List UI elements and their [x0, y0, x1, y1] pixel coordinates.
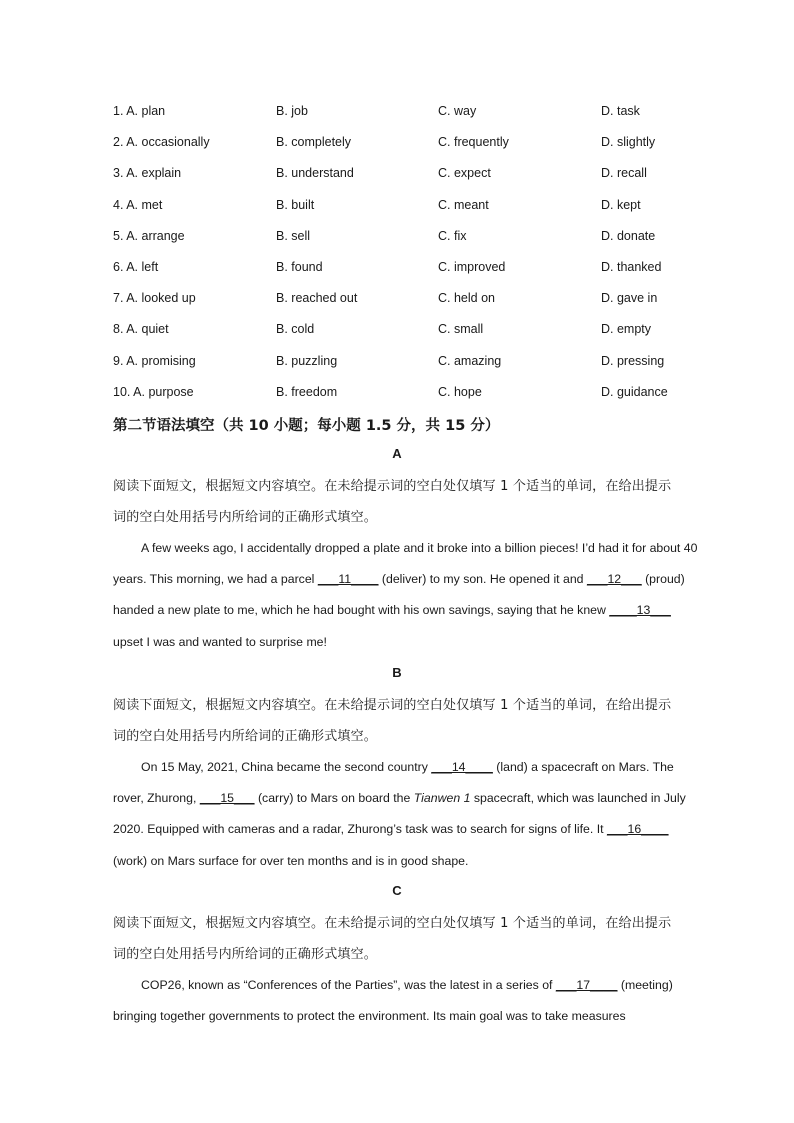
option-b: B. reached out: [276, 291, 358, 306]
passage-text: spacecraft, which was launched in July 2020. Equipped with cameras and a radar, Zhurong’s task was to search for signs of life. It: [113, 791, 686, 837]
option-d: D. guidance: [601, 384, 668, 399]
option-a: 5. A. arrange: [113, 228, 185, 243]
part-a-instructions: [113, 471, 703, 533]
instruction-line: 词的空白处用括号内所给词的正确形式填空。: [113, 510, 378, 525]
option-b: B. built: [276, 197, 315, 212]
option-b: B. completely: [276, 135, 352, 150]
passage-text: On 15 May, 2021, China became the second country: [141, 760, 432, 774]
option-d: D. pressing: [601, 353, 665, 368]
option-row: [113, 227, 713, 258]
option-a: 2. A. occasionally: [113, 135, 210, 150]
option-c: C. fix: [438, 228, 467, 243]
option-row: [113, 102, 713, 133]
blank-12: ___12___: [586, 572, 642, 587]
blank-14: ___14____: [431, 760, 493, 774]
option-d: D. gave in: [601, 291, 658, 306]
option-c: C. hope: [438, 384, 482, 399]
option-row: [113, 352, 713, 383]
option-row: [113, 289, 713, 320]
option-d: D. donate: [601, 228, 656, 243]
option-row: [113, 383, 713, 414]
option-row: [113, 258, 713, 289]
option-a: 1. A. plan: [113, 104, 166, 118]
option-a: 9. A. promising: [113, 353, 196, 368]
option-a: 3. A. explain: [113, 166, 182, 181]
section-title: 第二节语法填空（共 10 小题；每小题 1.5 分，共 15 分）: [113, 418, 500, 434]
option-row: [113, 133, 713, 164]
part-c-instructions: [113, 908, 703, 970]
cloze-options: [113, 102, 713, 414]
option-b: B. understand: [276, 166, 354, 181]
passage-text: (carry) to Mars on board the: [254, 791, 414, 806]
blank-13: ____13___: [609, 603, 671, 618]
part-c-passage: [113, 970, 703, 1032]
part-a-heading: A: [392, 446, 402, 461]
passage-text: A few weeks ago, I accidentally dropped a plate and it broke into a billion pieces! I’d had it for about 40 years. This morning, we had a parcel: [113, 541, 698, 587]
option-d: D. kept: [601, 197, 641, 212]
instruction-line: 阅读下面短文，根据短文内容填空。在未给提示词的空白处仅填写 1 个适当的单词，在给出提示: [113, 479, 672, 494]
option-row: [113, 320, 713, 351]
instruction-line: 词的空白处用括号内所给词的正确形式填空。: [113, 729, 378, 744]
option-d: D. recall: [601, 166, 647, 181]
option-c: C. held on: [438, 291, 495, 306]
instruction-line: 阅读下面短文，根据短文内容填空。在未给提示词的空白处仅填写 1 个适当的单词，在给出提示: [113, 698, 672, 713]
passage-text: (deliver) to my son. He opened it and: [378, 572, 587, 587]
option-b: B. puzzling: [276, 353, 338, 368]
instruction-line: 阅读下面短文，根据短文内容填空。在未给提示词的空白处仅填写 1 个适当的单词，在给出提示: [113, 916, 672, 931]
passage-text: (meeting) bringing together governments to protect the environment. Its main goal was to take measures: [113, 978, 673, 1024]
blank-11: ___11____: [317, 572, 379, 587]
option-c: C. meant: [438, 197, 489, 212]
option-c: C. small: [438, 322, 484, 337]
passage-text: (work) on Mars surface for over ten months and is in good shape.: [113, 853, 469, 868]
option-d: D. slightly: [601, 135, 656, 150]
part-b-instructions: [113, 690, 703, 752]
option-b: B. job: [276, 104, 308, 118]
option-c: C. amazing: [438, 353, 502, 368]
option-a: 4. A. met: [113, 197, 163, 212]
spacecraft-name: Tianwen 1: [413, 791, 471, 806]
option-c: C. way: [438, 104, 477, 118]
option-row: [113, 164, 713, 195]
option-d: D. task: [601, 104, 640, 118]
passage-text: (land) a spacecraft on Mars. The rover, Zhurong,: [113, 760, 674, 806]
option-a: 7. A. looked up: [113, 291, 196, 306]
option-d: D. thanked: [601, 259, 662, 274]
part-c-heading: C: [392, 883, 402, 898]
option-b: B. freedom: [276, 384, 338, 399]
blank-17: ___17____: [555, 978, 618, 992]
part-a-passage: [113, 533, 703, 658]
instruction-line: 词的空白处用括号内所给词的正确形式填空。: [113, 947, 378, 962]
option-b: B. sell: [276, 228, 311, 243]
blank-15: ___15___: [199, 791, 255, 806]
option-a: 6. A. left: [113, 259, 159, 274]
part-b-heading: B: [392, 665, 402, 680]
option-a: 10. A. purpose: [113, 384, 194, 399]
option-row: [113, 196, 713, 227]
passage-text: COP26, known as “Conferences of the Parties”, was the latest in a series of: [141, 978, 556, 992]
option-b: B. cold: [276, 322, 315, 337]
blank-16: ___16____: [606, 822, 669, 837]
option-c: C. expect: [438, 166, 491, 181]
option-d: D. empty: [601, 322, 652, 337]
part-b-passage: [113, 752, 703, 877]
passage-text: upset I was and wanted to surprise me!: [113, 634, 327, 649]
option-a: 8. A. quiet: [113, 322, 169, 337]
option-c: C. frequently: [438, 135, 509, 150]
passage-text: (proud) handed a new plate to me, which he had bought with his own savings, saying that he knew: [113, 572, 685, 618]
option-b: B. found: [276, 259, 323, 274]
option-c: C. improved: [438, 259, 506, 274]
